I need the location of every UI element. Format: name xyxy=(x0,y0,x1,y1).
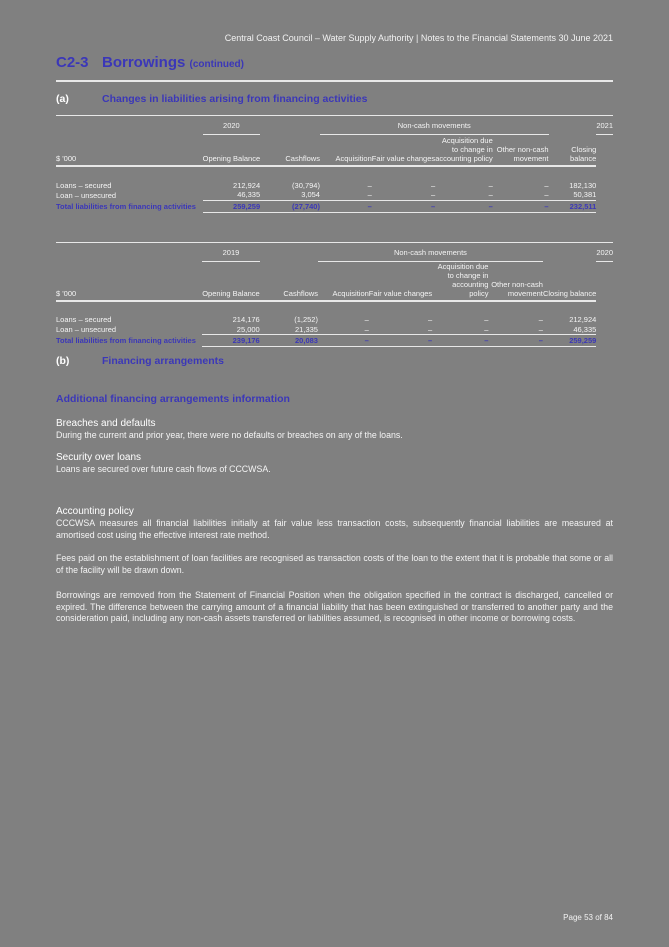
col-other: Other non-cash movement xyxy=(493,134,549,166)
table-top-rule xyxy=(56,242,613,243)
subsection-b-title: Financing arrangements xyxy=(102,355,224,367)
security-title: Security over loans xyxy=(56,452,142,463)
table-row: Loans – secured 214,176 (1,252) – – – – 212,924 xyxy=(56,315,597,324)
table-row: Loan – unsecured 46,335 3,054 – – – – 50,381 xyxy=(56,190,597,200)
col-cashflows: Cashflows xyxy=(260,261,318,301)
changes-table-2020 xyxy=(56,247,613,347)
col-fair-value: Fair value changes xyxy=(372,134,435,166)
col-opening: Opening Balance xyxy=(202,261,260,301)
section-number: C2-3 xyxy=(56,54,89,71)
subsection-a-title: Changes in liabilities arising from financing activities xyxy=(102,93,368,105)
col-acq-policy: Acquisition due to change in accounting policy xyxy=(435,134,493,166)
year-right-label: 2021 xyxy=(596,120,613,134)
section-divider xyxy=(56,80,613,82)
non-cash-group-label: Non-cash movements xyxy=(318,247,543,261)
security-text: Loans are secured over future cash flows of CCCWSA. xyxy=(56,464,271,474)
col-acquisition: Acquisition xyxy=(318,261,369,301)
col-fair-value: Fair value changes xyxy=(369,261,432,301)
col-opening: Opening Balance xyxy=(203,134,261,166)
accounting-policy-title: Accounting policy xyxy=(56,506,134,517)
subsection-a-heading xyxy=(56,93,367,105)
col-closing: Closing balance xyxy=(543,261,596,301)
section-suffix: (continued) xyxy=(189,59,244,70)
breaches-title: Breaches and defaults xyxy=(56,418,156,429)
unit-label: $ '000 xyxy=(56,261,202,301)
table-row: Loan – unsecured 25,000 21,335 – – – – 46,335 xyxy=(56,324,597,334)
subsection-a-letter: (a) xyxy=(56,93,69,105)
subsection-b-letter: (b) xyxy=(56,355,70,367)
col-closing: Closing balance xyxy=(549,134,597,166)
total-row: Total liabilities from financing activities 239,176 20,083 – – – – 259,259 xyxy=(56,336,597,345)
year-right-label: 2020 xyxy=(596,247,613,261)
col-acquisition: Acquisition xyxy=(320,134,372,166)
section-title xyxy=(56,54,244,71)
running-header: Central Coast Council – Water Supply Authority | Notes to the Financial Statements 30 June 2021 xyxy=(224,33,613,43)
unit-label: $ '000 xyxy=(56,134,203,166)
accounting-policy-p3: Borrowings are removed from the Statement of Financial Position when the obligation specified in the contract is discharged, cancelled or expired. The difference between the carrying amount of a financial liability that has been extinguished or transferred to another party and the consideration paid, including any non-cash assets transferred or liabilities assumed, is recognised in other income or borrowing costs. xyxy=(56,590,613,623)
year-left-label: 2020 xyxy=(203,120,261,134)
changes-table-2021 xyxy=(56,120,613,213)
col-cashflows: Cashflows xyxy=(260,134,320,166)
additional-info-heading: Additional financing arrangements information xyxy=(56,393,290,405)
subsection-b-heading xyxy=(56,355,224,367)
col-acq-policy: Acquisition due to change in accounting policy xyxy=(432,261,488,301)
table-row: Loans – secured 212,924 (30,794) – – – – 182,130 xyxy=(56,180,597,190)
accounting-policy-p2: Fees paid on the establishment of loan facilities are recognised as transaction costs of the loan to the extent that it is probable that some or all of the facility will be drawn down. xyxy=(56,553,613,575)
col-other: Other non-cash movement xyxy=(488,261,542,301)
non-cash-group-label: Non-cash movements xyxy=(320,120,549,134)
table-top-rule xyxy=(56,115,613,116)
total-row: Total liabilities from financing activities 259,259 (27,740) – – – – 232,511 xyxy=(56,201,597,211)
year-left-label: 2019 xyxy=(202,247,260,261)
page-number: Page 53 of 84 xyxy=(563,913,613,922)
breaches-text: During the current and prior year, there were no defaults or breaches on any of the loans. xyxy=(56,430,403,440)
section-name: Borrowings xyxy=(102,54,186,71)
accounting-policy-p1: CCCWSA measures all financial liabilities initially at fair value less transaction costs, subsequently financial liabilities are measured at amortised cost using the effective interest rate method. xyxy=(56,518,613,540)
